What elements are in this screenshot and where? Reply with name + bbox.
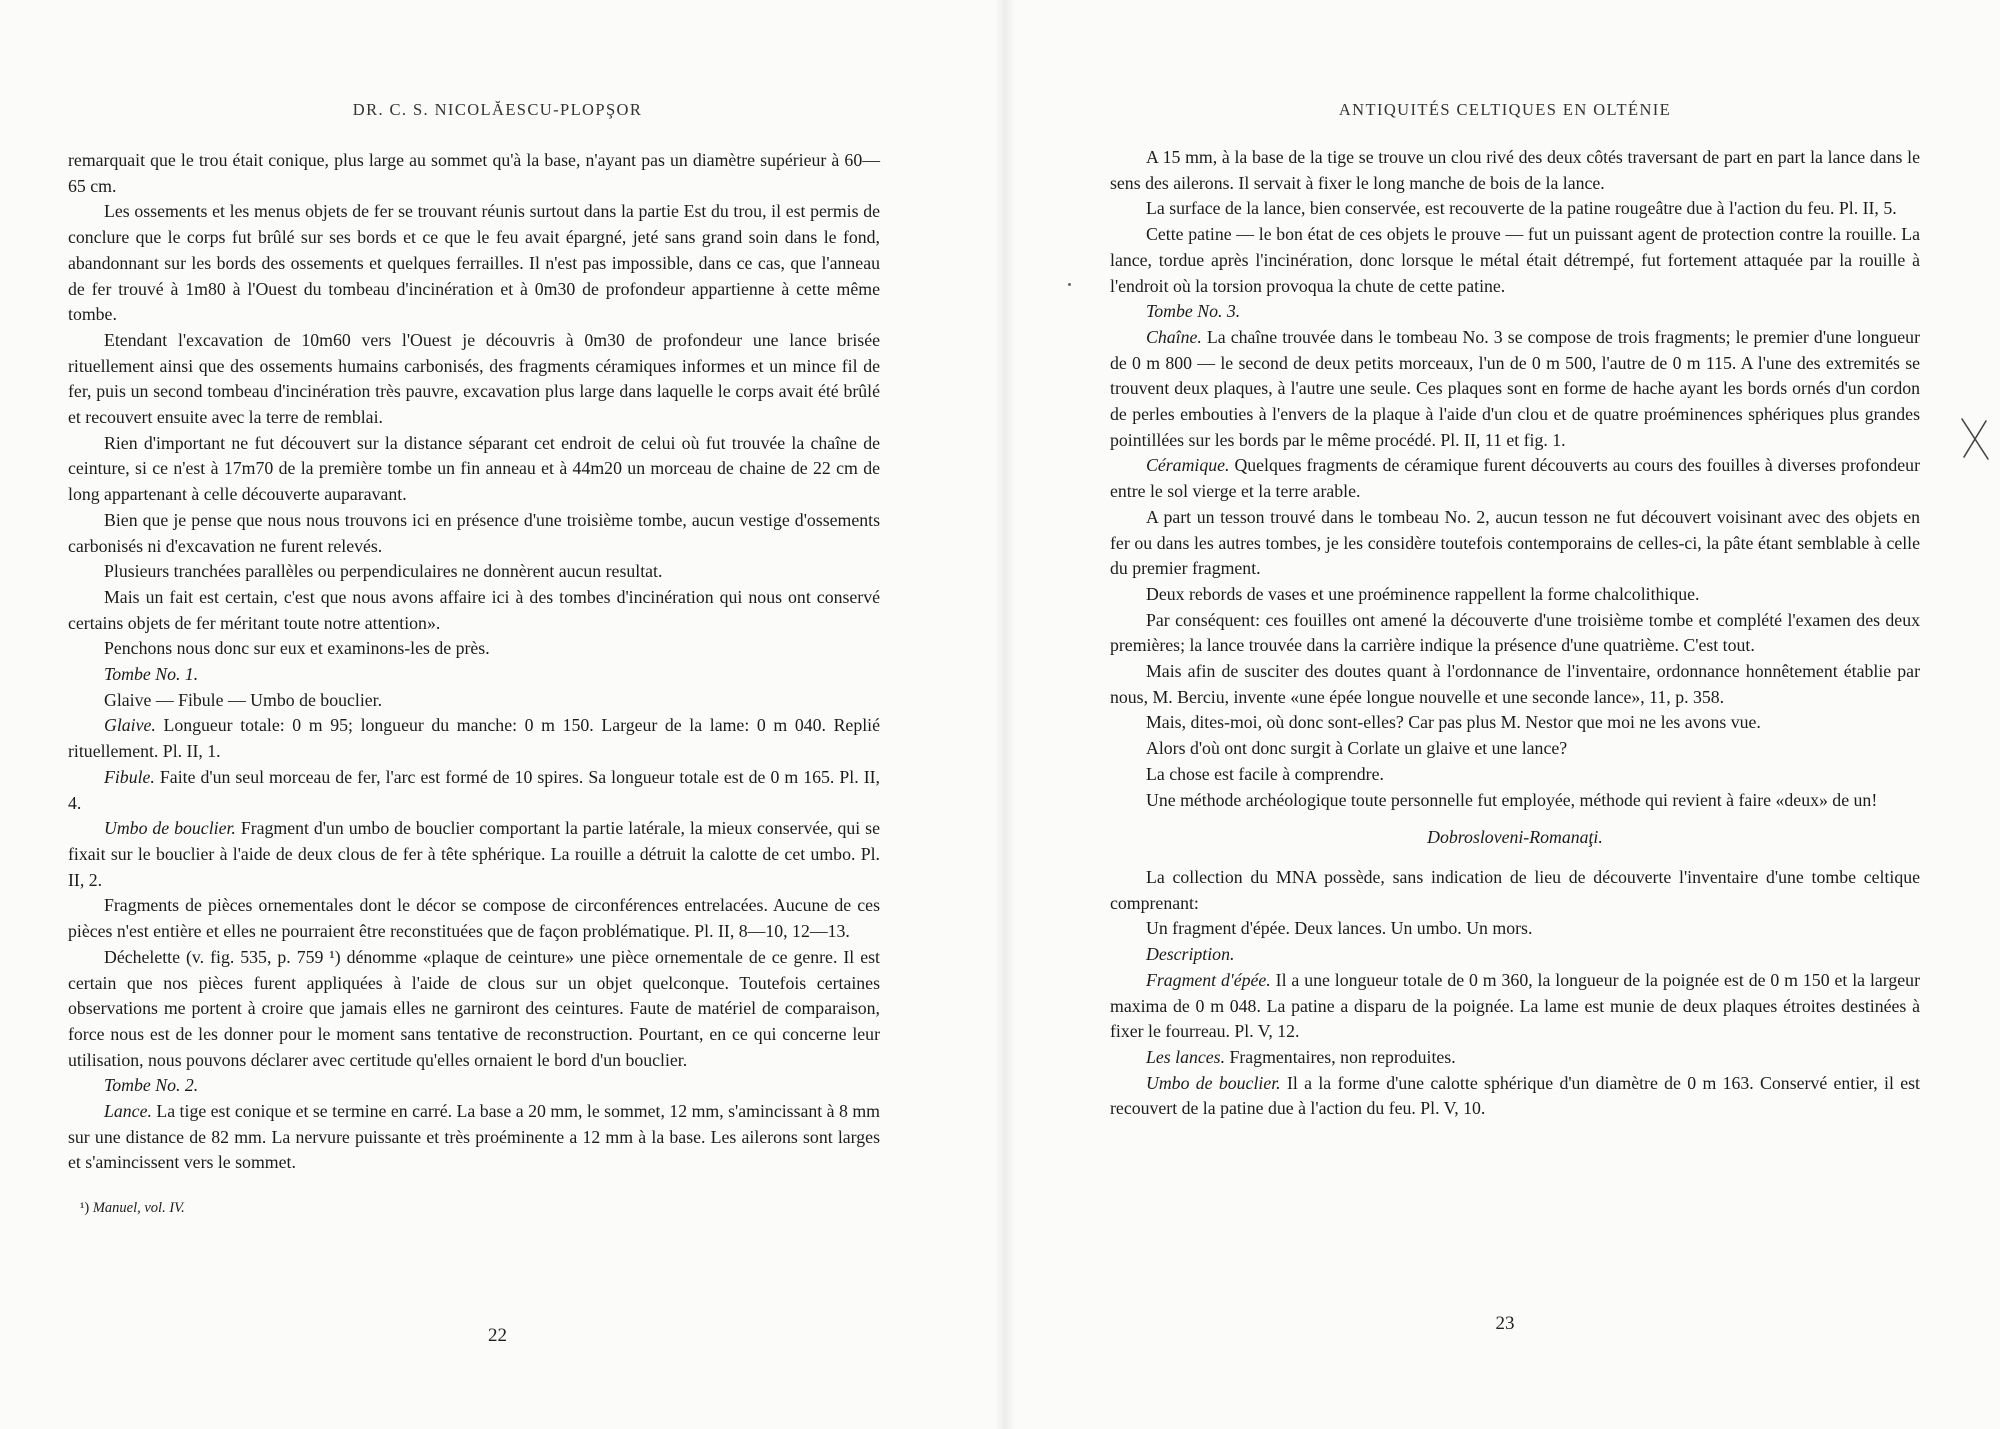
- item-heading: Les lances.: [1146, 1046, 1226, 1067]
- footnote: [68, 1196, 880, 1222]
- item-heading: Céramique.: [1146, 455, 1230, 476]
- paragraph: [68, 1099, 880, 1176]
- paragraph: [1110, 1045, 1920, 1071]
- page-body: [1110, 145, 1920, 1122]
- page-body: [68, 148, 880, 1222]
- paragraph: Les ossements et les menus objets de fer se trouvant réunis surtout dans la partie Est du trou, il est permis de conclure que le corps fut brûlé sur ses bords et ce que le feu avait épargné, jeté sans grand soin dans le fond, abandonnant sur les bords des ossements et quelques ferrailles. Il n'est pas impossible, dans ce cas, que l'anneau de fer trouvé à 1m80 à l'Ouest du tombeau d'incinération et à 0m30 de profondeur appartienne à cette même tombe.: [68, 201, 880, 325]
- running-head: DR. C. S. NICOLĂESCU-PLOPŞOR: [352, 100, 643, 119]
- item-text: Faite d'un seul morceau de fer, l'arc est formé de 10 spires. Sa longueur totale est de 0 m 165. Pl. II, 4.: [68, 766, 880, 813]
- paragraph: [1110, 453, 1920, 504]
- paragraph: Mais, dites-moi, où donc sont-elles? Car pas plus M. Nestor que moi ne les avons vue.: [1146, 712, 1761, 733]
- paragraph: Fragments de pièces ornementales dont le décor se compose de circonférences entrelacées. Aucune de ces pièces n'est entière et elles ne pourraient être reconstituées que de façon problématique. Pl. II, 8—10, 12—13.: [68, 895, 880, 942]
- item-text: Il a la forme d'une calotte sphérique d'un diamètre de 0 m 163. Conservé entier, il est recouvert de la patine due à l'action du feu. Pl. V, 10.: [1110, 1072, 1920, 1119]
- section-heading: Description.: [1146, 944, 1235, 965]
- paragraph: Etendant l'excavation de 10m60 vers l'Ouest je découvris à 0m30 de profondeur une lance brisée rituellement ainsi que des ossements humains carbonisés, des fragments céramiques informes et un mince fil de fer, puis un second tombeau d'incinération très pauvre, excavation plus large dans laquelle le corps avait été brûlé et recouvert ensuite avec la terre de remblai.: [68, 329, 880, 428]
- paragraph: La chose est facile à comprendre.: [1146, 763, 1384, 784]
- item-text: Longueur totale: 0 m 95; longueur du manche: 0 m 150. Largeur de la lame: 0 m 040. Replié rituellement. Pl. II, 1.: [68, 715, 880, 762]
- item-heading: Umbo de bouclier.: [104, 818, 236, 839]
- footnote-text: Manuel, vol. IV.: [92, 1200, 185, 1217]
- right-page: [1010, 0, 2000, 1429]
- paragraph: A part un tesson trouvé dans le tombeau No. 2, aucun tesson ne fut découvert voisinant avec des objets en fer ou dans les autres tombes, je les considère toutefois contemporains de celles-ci, la pâte étant semblable à celle du premier fragment.: [1110, 506, 1920, 579]
- section-heading: Tombe No. 3.: [1146, 301, 1241, 322]
- item-text: Fragmentaires, non reproduites.: [1229, 1046, 1456, 1067]
- paragraph: Plusieurs tranchées parallèles ou perpendiculaires ne donnèrent aucun resultat.: [104, 561, 663, 582]
- item-text: Quelques fragments de céramique furent découverts au cours des fouilles à diverses profondeur entre le sol vierge et la terre arable.: [1110, 455, 1920, 502]
- item-text: Fragment d'un umbo de bouclier comportant la partie latérale, la mieux conservée, qui se fixait sur le bouclier à l'aide de deux clous de fer à tête sphérique. La rouille a détruit la calotte de cet umbo. Pl. II, 2.: [68, 818, 880, 890]
- paragraph: Bien que je pense que nous nous trouvons ici en présence d'une troisième tombe, aucun vestige d'ossements carbonisés ni d'excavation ne furent relevés.: [68, 509, 880, 556]
- margin-dot: [1068, 283, 1071, 286]
- paragraph: Rien d'important ne fut découvert sur la distance séparant cet endroit de celui où fut trouvée la chaîne de ceinture, si ce n'est à 17m70 de la première tombe un fin anneau et à 44m20 un morceau de chaine de 22 cm de long appartenant à celle découverte auparavant.: [68, 432, 880, 505]
- paragraph: La surface de la lance, bien conservée, est recouverte de la patine rougeâtre due à l'action du feu. Pl. II, 5.: [1146, 198, 1897, 219]
- paragraph: Penchons nous donc sur eux et examinons-les de près.: [104, 638, 490, 659]
- running-head: ANTIQUITÉS CELTIQUES EN OLTÉNIE: [1338, 100, 1672, 119]
- paragraph: Un fragment d'épée. Deux lances. Un umbo. Un mors.: [1146, 918, 1533, 939]
- paragraph: Alors d'où ont donc surgit à Corlate un glaive et une lance?: [1146, 738, 1568, 759]
- paragraph: [1110, 1071, 1920, 1122]
- paragraph: Par conséquent: ces fouilles ont amené la découverte d'une troisième tombe et complété l'examen des deux premières; la lance trouvée dans la carrière indique la présence d'une quatrième. C'est tout.: [1110, 609, 1920, 656]
- paragraph: Glaive — Fibule — Umbo de bouclier.: [104, 689, 383, 710]
- item-heading: Lance.: [104, 1101, 152, 1122]
- paragraph: Une méthode archéologique toute personnelle fut employée, méthode qui revient à faire «deux» de un!: [1146, 789, 1878, 810]
- handwritten-x-mark: [1958, 415, 1992, 463]
- item-heading: Umbo de bouclier.: [1146, 1072, 1281, 1093]
- item-heading: Fragment d'épée.: [1146, 969, 1271, 990]
- paragraph: Deux rebords de vases et une proéminence rappellent la forme chalcolithique.: [1146, 583, 1700, 604]
- paragraph: [68, 765, 880, 816]
- item-text: La chaîne trouvée dans le tombeau No. 3 se compose de trois fragments; le premier d'une longueur de 0 m 800 — le second de deux petits morceaux, l'un de 0 m 500, l'autre de 0 m 115. A l'une des extremités se trouvent deux plaques, à l'autre une seule. Ces plaques sont en forme de hache ayant les bords ornés d'un cordon de perles embouties à l'envers de la plaque à l'aide d'un clou et de quatre proéminences sphériques plus grandes pointillées sur les bords par le même procédé. Pl. II, 11 et fig. 1.: [1110, 326, 1920, 450]
- paragraph: Mais un fait est certain, c'est que nous avons affaire ici à des tombes d'incinération qui nous ont conservé certains objets de fer méritant toute notre attention».: [68, 586, 880, 633]
- page-number: 23: [1495, 1313, 1515, 1334]
- paragraph: [68, 713, 880, 764]
- paragraph: A 15 mm, à la base de la tige se trouve un clou rivé des deux côtés traversant de part en part la lance dans le sens des ailerons. Il servait à fixer le long manche de bois de la lance.: [1110, 147, 1920, 193]
- section-heading: Tombe No. 1.: [104, 664, 199, 685]
- footnote-mark: ¹): [80, 1200, 90, 1217]
- paragraph: [68, 816, 880, 893]
- section-heading: Tombe No. 2.: [104, 1075, 199, 1096]
- item-heading: Fibule.: [104, 766, 155, 787]
- paragraph: Déchelette (v. fig. 535, p. 759 ¹) dénomme «plaque de ceinture» une pièce ornementale de ce genre. Il est certain que nos pièces furent appliquées à l'aide de clous sur un objet quelconque. Toutefois certaines observations me portent à croire que jamais elles ne garniront des ceintures. Faute de matériel de comparaison, force nous est de les donner pour le moment sans tentative de reconstruction. Pourtant, en ce qui concerne leur utilisation, nous pouvons déclarer avec certitude qu'elles ornaient le bord d'un bouclier.: [68, 946, 880, 1070]
- paragraph: Mais afin de susciter des doutes quant à l'ordonnance de l'inventaire, ordonnance honnêtement établie par nous, M. Berciu, invente «une épée longue nouvelle et une seconde lance», 11, p. 358.: [1110, 661, 1920, 707]
- paragraph: remarquait que le trou était conique, plus large au sommet qu'à la base, n'ayant pas un diamètre supérieur à 60—65 cm.: [68, 150, 880, 196]
- paragraph: Cette patine — le bon état de ces objets le prouve — fut un puissant agent de protection contre la rouille. La lance, tordue après l'incinération, donc lorsque le métal était détrempé, fut fortement attaquée par la rouille à l'endroit où la torsion provoqua la chute de cette patine.: [1110, 224, 1920, 296]
- item-heading: Glaive.: [104, 715, 156, 736]
- page-number: 22: [488, 1325, 507, 1346]
- section-title: Dobrosloveni-Romanaţi.: [1427, 827, 1603, 848]
- item-text: Il a une longueur totale de 0 m 360, la longueur de la poignée est de 0 m 150 et la largeur maxima de 0 m 048. La patine a disparu de la poignée. La lame est munie de deux plaques étroites destinées à fixer le fourreau. Pl. V, 12.: [1110, 969, 1920, 1042]
- item-text: La tige est conique et se termine en carré. La base a 20 mm, le sommet, 12 mm, s'amincissant à 8 mm sur une distance de 82 mm. La nervure puissante et très proéminente a 12 mm à la base. Les ailerons sont larges et s'amincissent vers le sommet.: [68, 1101, 880, 1173]
- paragraph: La collection du MNA possède, sans indication de lieu de découverte l'inventaire d'une tombe celtique comprenant:: [1110, 866, 1920, 913]
- item-heading: Chaîne.: [1146, 326, 1202, 347]
- left-page: [0, 0, 995, 1429]
- paragraph: [1110, 325, 1920, 454]
- paragraph: [1110, 968, 1920, 1045]
